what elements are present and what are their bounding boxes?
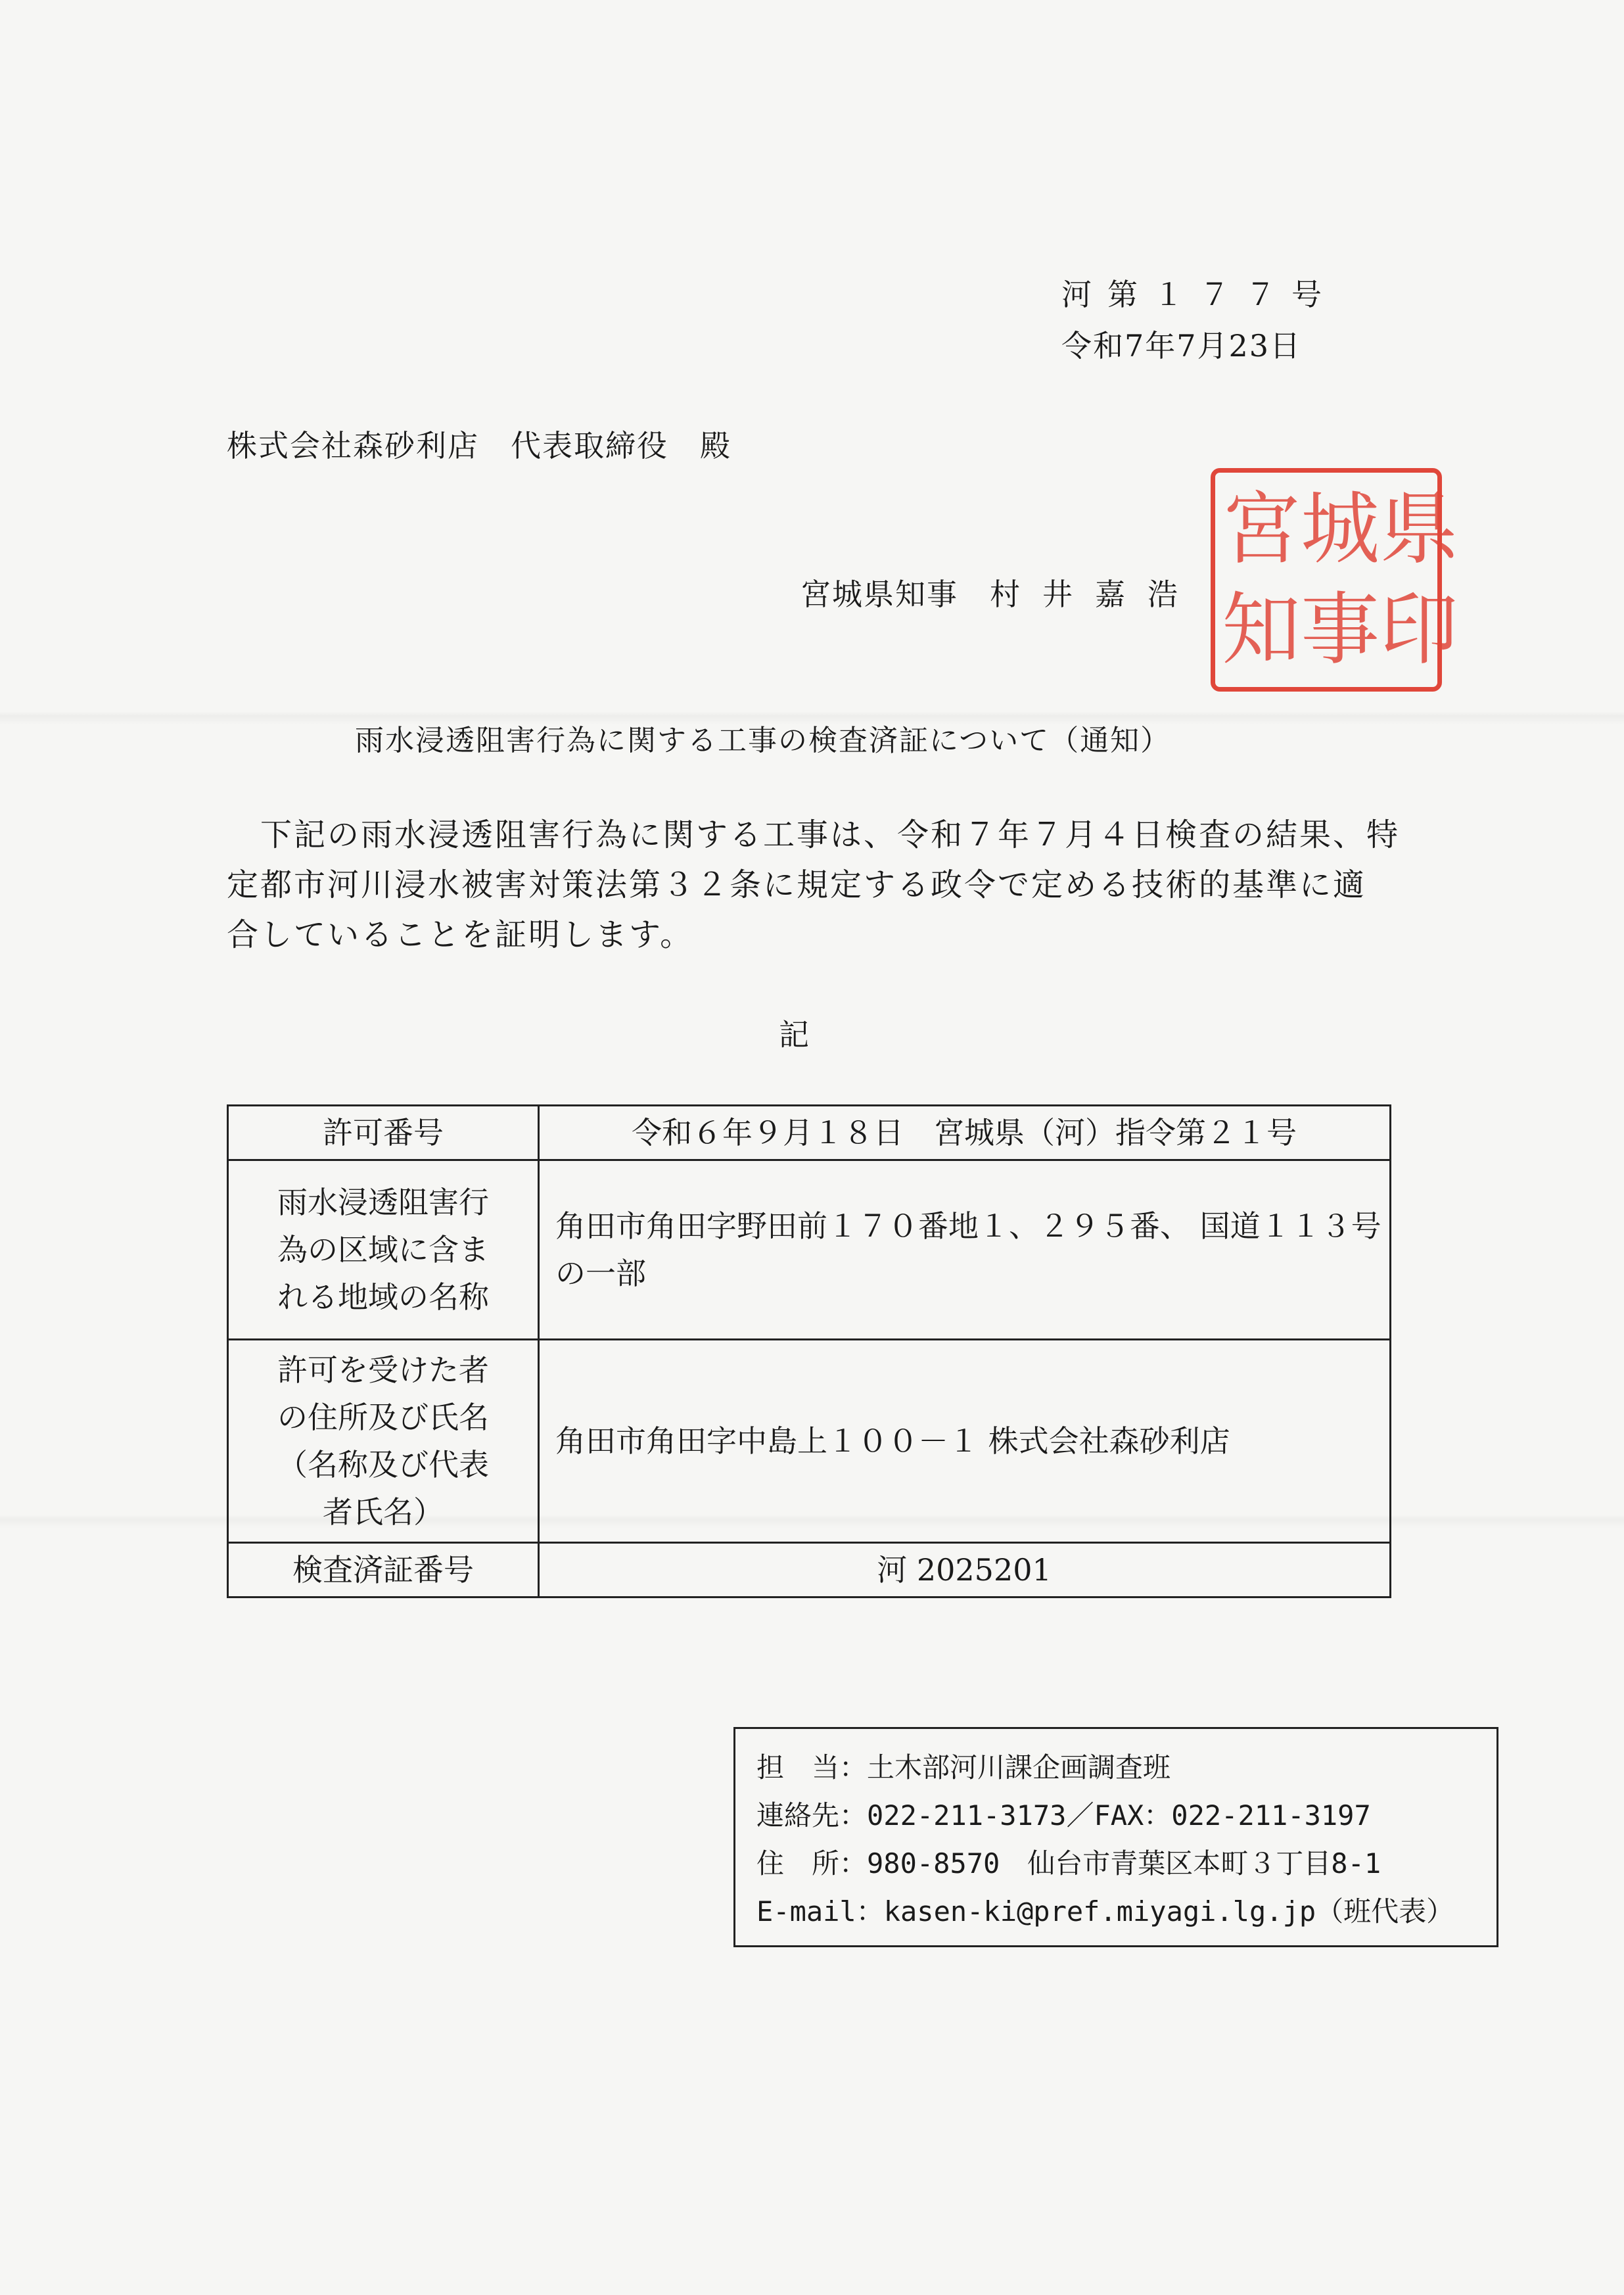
contact-address-line bbox=[756, 1839, 1496, 1887]
label-line: 雨水浸透阻害行 bbox=[277, 1185, 489, 1220]
seal-char: 城 bbox=[1301, 483, 1380, 575]
seal-char: 事 bbox=[1301, 584, 1380, 676]
sender-role: 宮城県知事 bbox=[800, 577, 958, 612]
inspection-number-value: 河 2025201 bbox=[539, 1543, 1391, 1597]
permittee-label bbox=[228, 1340, 539, 1543]
document-title: 雨水浸透阻害行為に関する工事の検査済証について（通知） bbox=[355, 724, 1171, 757]
seal-char: 印 bbox=[1380, 584, 1458, 676]
contact-label: 担 当： bbox=[756, 1751, 868, 1784]
value-line: 角田市角田字中島上１００－１ bbox=[555, 1423, 979, 1459]
document-number: 河第１７７号 bbox=[1061, 277, 1337, 312]
addressee: 株式会社森砂利店 代表取締役 殿 bbox=[227, 428, 731, 463]
label-line: れる地域の名称 bbox=[277, 1279, 489, 1315]
contact-email[interactable]: kasen-ki@pref.miyagi.lg.jp（班代表） bbox=[883, 1895, 1454, 1928]
body-line-text: 下記の雨水浸透阻害行為に関する工事は、令和７年７月４日検査の結果、特 bbox=[260, 816, 1401, 853]
table-row bbox=[228, 1160, 1391, 1340]
info-table bbox=[227, 1104, 1391, 1598]
contact-label: E-mail： bbox=[756, 1895, 884, 1928]
body-line: 合していることを証明します。 bbox=[227, 916, 694, 953]
sender-name: 村井嘉浩 bbox=[990, 577, 1200, 612]
contact-label: 住 所： bbox=[756, 1847, 868, 1880]
contact-phone-line bbox=[756, 1791, 1496, 1839]
permit-number-label: 許可番号 bbox=[228, 1106, 539, 1160]
area-name-label bbox=[228, 1160, 539, 1340]
seal-char: 宮 bbox=[1222, 483, 1301, 575]
contact-email-line bbox=[756, 1887, 1496, 1935]
table-row bbox=[228, 1543, 1391, 1597]
inspection-number-label: 検査済証番号 bbox=[228, 1543, 539, 1597]
sender bbox=[800, 571, 1200, 614]
permit-number-value: 令和６年９月１８日 宮城県（河）指令第２１号 bbox=[539, 1106, 1391, 1160]
table-row bbox=[228, 1340, 1391, 1543]
contact-value: 980-8570 仙台市青葉区本町３丁目8-1 bbox=[867, 1847, 1381, 1880]
table-row bbox=[228, 1106, 1391, 1160]
label-line: 者氏名） bbox=[323, 1494, 444, 1530]
permittee-value bbox=[539, 1340, 1391, 1543]
value-line: 国道１１３号の一部 bbox=[555, 1208, 1381, 1291]
contact-value: 022-211-3173／FAX：022-211-3197 bbox=[867, 1799, 1371, 1832]
contact-value: 土木部河川課企画調査班 bbox=[867, 1751, 1171, 1784]
label-line: の住所及び氏名 bbox=[277, 1400, 489, 1435]
body-paragraph bbox=[227, 810, 1401, 960]
contact-label: 連絡先： bbox=[756, 1799, 868, 1832]
seal-char: 知 bbox=[1222, 584, 1301, 676]
label-line: 為の区域に含ま bbox=[277, 1232, 489, 1267]
area-name-value bbox=[539, 1160, 1391, 1340]
seal-char: 県 bbox=[1380, 483, 1458, 575]
value-line: 角田市角田字野田前１７０番地１、２９５番、 bbox=[555, 1208, 1190, 1244]
label-line: （名称及び代表 bbox=[277, 1447, 489, 1482]
value-line: 株式会社森砂利店 bbox=[988, 1423, 1230, 1459]
contact-person-line bbox=[756, 1743, 1496, 1791]
label-line: 許可を受けた者 bbox=[277, 1352, 489, 1388]
contact-box bbox=[733, 1727, 1498, 1947]
body-line: 定都市河川浸水被害対策法第３２条に規定する政令で定める技術的基準に適 bbox=[227, 866, 1367, 903]
ki-heading: 記 bbox=[779, 1017, 809, 1053]
body-line bbox=[227, 810, 1401, 860]
document-date: 令和7年7月23日 bbox=[1061, 328, 1302, 364]
official-seal bbox=[1211, 468, 1458, 692]
